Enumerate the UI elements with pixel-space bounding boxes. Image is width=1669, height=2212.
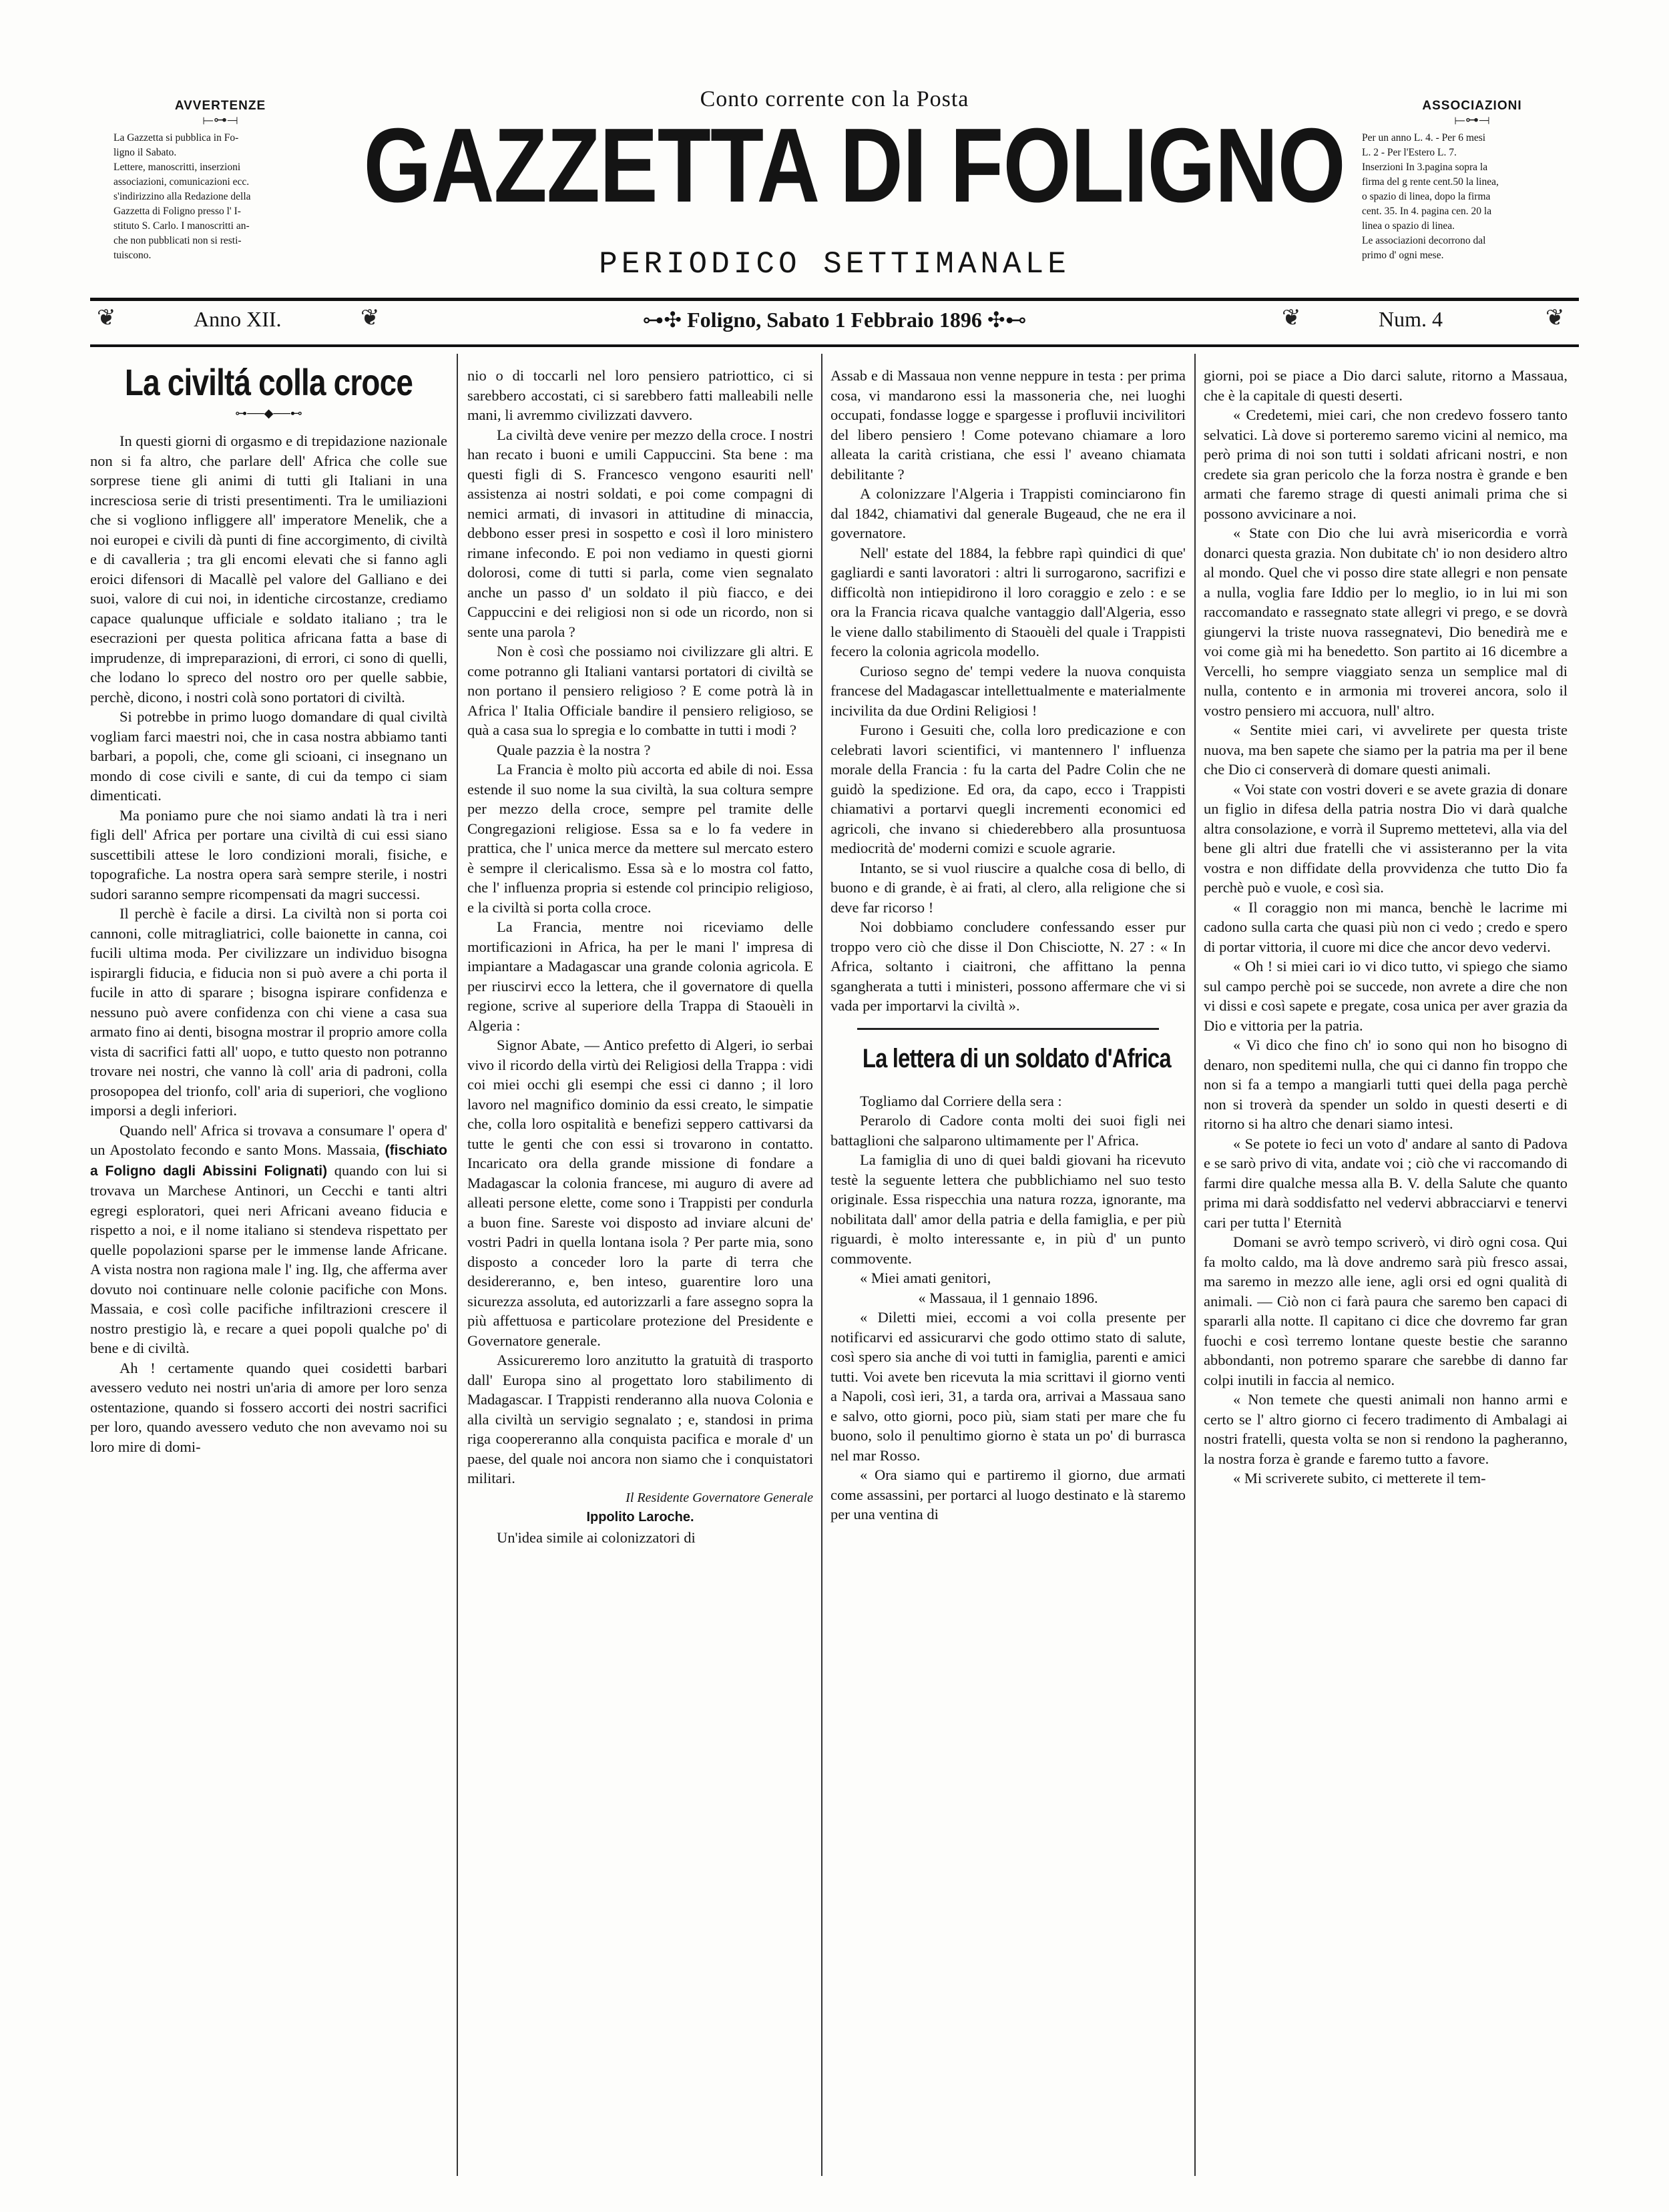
paragraph: « Diletti miei, eccomi a voi colla presente per notificarvi ed assicurarvi che godo ottimo stato di salute, così spero sia anche di voi tutti in famiglia, parenti e amici tutti. Voi avete ben ricevuta la mia scrittavi il giorno venti a Napoli, così ieri, 31, a tarda ora, arrivai a Massaua sano e salvo, otto giorni, poco più, siam stati per mare che fu buono, solo il penultimo giorno è stata un po' di burrasca nel mar Rosso. xyxy=(830,1309,1186,1464)
letter-paragraph: Signor Abate, — Antico prefetto di Algeri, io serbai vivo il ricordo della virtù dei Religiosi della Trappa : vidi coi miei occhi gli esempi che essi ci danno ; il loro lavoro nel magnifico dominio da essi creato, le simpatie che, colla loro ospitalità e benefizi seppero cattivarsi da tutte le genti che con essi si trovarono in contatto. Incaricato ora della grande missione di fondare a Madagascar la colonia francese, mi auguro di avere ad alleati persone elette, come sono i Trappisti per condurla a buon fine. Sareste voi disposto ad inviare alcuni de' vostri Padri in quella lontana isola ? Per parte mia, sono disposto a conceder loro la parte di terra che desidereranno, e, ben inteso, guarentire loro una sicurezza assoluta, ed autorizzarli a fare assegno sopra la più affettuosa e particolare protezione del Presidente e Governatore generale. xyxy=(467,1037,813,1349)
paragraph: nio o di toccarli nel loro pensiero patriottico, ci si sarebbero accostati, ci si sarebbero fatti malleabili nelle mani, li avremmo civilizzati davvero. xyxy=(467,367,813,423)
paragraph: Furono i Gesuiti che, colla loro predicazione e con celebrati lavori scientifici, vi mantennero l' influenza morale della Francia : fu la carta del Padre Colin che ne guidò la spedizione. Ed ora, da capo, ecco i Trappisti chiamativi a portarvi quegli incrementi economici ed agricoli, che invano si chiederebbero alla prosuntuosa mediocrità de' moderni comizi e scuole agrarie. xyxy=(830,722,1186,856)
paragraph: « Oh ! si miei cari io vi dico tutto, vi spiego che siamo sul campo perchè poi se succede, non avrete a dire che non vi dissi e così sapete e pregate, cosa unica per aver grazia da Dio e vittoria per la patria. xyxy=(1204,958,1568,1034)
newspaper-subtitle: PERIODICO SETTIMANALE xyxy=(599,247,1070,282)
associazioni-title: ASSOCIAZIONI xyxy=(1422,99,1522,113)
paragraph: Noi dobbiamo concludere confessando esser pur troppo vero ciò che disse il Don Chisciotte, N. 27 : « In Africa, soltanto i ciaitroni, che affittano la penna sgangherata a tutti i ministeri, possono affermare che vi si vada per importarvi la civiltà ». xyxy=(830,918,1186,1014)
paragraph: Togliamo dal Corriere della sera : xyxy=(860,1092,1062,1109)
paragraph: Perarolo di Cadore conta molti dei suoi figli nei battaglioni che salparono ultimamente per l' Africa. xyxy=(830,1112,1186,1149)
scroll-ornament-icon: ❦ xyxy=(361,306,380,330)
paragraph: Curioso segno de' tempi vedere la nuova conquista francese del Madagascar intellettualmente e materialmente incivilita da due Ordini Religiosi ! xyxy=(830,662,1186,719)
paragraph: Si potrebbe in primo luogo domandare di qual civiltà vogliam farci maestri noi, che in casa nostra abbiamo tanti barbari, a popoli, che, come gli scioani, ci insegnano un mondo di cose civili e sante, di cui da tempo ci siam dimenticati. xyxy=(90,708,447,804)
paragraph: « State con Dio che lui avrà misericordia e vorrà donarci questa grazia. Non dubitate ch' io non desidero altro al mondo. Quel che vi posso dire state allegri e non pensate a nulla, voglia fare Iddio per lo meglio, io in lui mi son raccomandato e rassegnato state allegri vi prego, e se dovrà giungervi la triste nuova rassegnatevi, Dio benedirà me e voi come già mi ha benedetto. Son partito ai 16 dicembre a Vercelli, ho sempre viaggiato senza un semplice mal di nulla, contento e in armonia mi troverei ancora, solo il vostro pensiero mi accuora, null' altro. xyxy=(1204,525,1568,719)
salutation: « Miei amati genitori, xyxy=(860,1270,991,1286)
paragraph: « Il coraggio non mi manca, benchè le lacrime mi cadono sulla carta che quasi più non ci vedo ; credo e spero di portar vittoria, il cuore mi dice che ancor devo vedervi. xyxy=(1204,898,1568,955)
paragraph: Nell' estate del 1884, la febbre rapì quindici di que' gagliardi e santi lavoratori : altri li surrogarono, sacrifizi e difficoltà non intiepidirono il loro coraggio e zelo : e se ora la Francia ricava qualche vantaggio dall'Algeria, esso le viene dallo stabilimento di Staouèli del quale i Trappisti fecero la colonia agricola modello. xyxy=(830,544,1186,659)
scroll-ornament-icon: ❦ xyxy=(97,306,116,330)
paragraph: Un'idea simile ai colonizzatori di xyxy=(497,1529,696,1546)
ornament-left-icon: ⊶✣ xyxy=(642,308,682,332)
paragraph: Assicureremo loro anzitutto la gratuità di trasporto dall' Europa sino al progettato loro stabilimento di Madagascar. I Trappisti renderanno alla nuova Colonia e alla civiltà un servigio segnalato ; e, standosi in prima riga coopereranno alla conquista pacifica e morale d' un paese, del quale noi ancora non siamo che i conquistatori militari. xyxy=(467,1352,813,1486)
masthead xyxy=(0,0,1669,347)
column-3 xyxy=(830,366,1186,1525)
paragraph: In questi giorni di orgasmo e di trepidazione nazionale non si fa altro, che parlare dell' Africa che colle sue sorprese tiene gli animi di tutti gli Italiani in una incresciosa serie di tristi presentimenti. Tra le umiliazioni che si vogliono infliggere all' imperatore Menelik, che a noi europei e civili dà punti di fine accorgimento, di civiltà e di cavalleria ; tra gli encomi elevati che si fanno agli eroici difensori di Macallè pel valore del Galliano e dei suoi, valore di cui noi, in identiche circostanze, crediamo capace qualunque ufficiale e soldato italiano ; tra le esecrazioni per questa politica africana fatta a base di imprudenze, di impreparazioni, di errori, ci sono di quelli, che lodano lo spreco del nostro oro per quelle sabbie, perchè, dicono, i nostri colà sono portatori di civiltà. xyxy=(90,433,447,706)
paragraph: Il perchè è facile a dirsi. La civiltà non si porta coi cannoni, colle mitragliatrici, colle baionette in canna, coi fucili ultima moda. Per civilizzare un individuo bisogna ispirargli fiducia, e fiducia non si può avere a chi porta il fucile in atto di sparare ; bisogna ispirare confidenza e nessuno può avere confidenza con chi viene a casa sua armato fino ai denti, bisogna mostrar il proprio amore colla vista di sacrifici fatti all' uopo, e tutto questo non potranno trovare nei nostri, che vanno là coll' aria di padroni, colla prosopopea del trionfo, coll' aria di superiori, che vogliono imporsi a degli inferiori. xyxy=(90,905,447,1119)
paragraph: « Se potete io feci un voto d' andare al santo di Padova e se sarò privo di vita, andate voi ; ciò che vi raccomando di farmi dire qualche messa alla B. V. della Salute che quanto prima mi darà soddisfatto nel vedervi abbracciarvi e tenervi cari per tutta l' Eternità xyxy=(1204,1135,1568,1231)
bold-insert: (fischiato a Foligno dagli Abissini Folignati) xyxy=(90,1143,447,1179)
paragraph: « Sentite miei cari, vi avvelirete per questa triste nuova, ma ben sapete che siamo per la patria ma per il bene che Dio ci conserverà di domare questi animali. xyxy=(1204,722,1568,778)
paragraph: « Ora siamo qui e partiremo il giorno, due armati come assassini, per portarci al luogo destinato e là staremo per una ventina di xyxy=(830,1466,1186,1523)
signature-title: Il Residente Governatore Generale xyxy=(626,1490,813,1505)
avvertenze-box xyxy=(113,99,327,263)
conto-corrente-line: Conto corrente con la Posta xyxy=(700,87,969,111)
scroll-ornament-icon: ❦ xyxy=(1545,306,1565,330)
paragraph: La famiglia di uno di quei baldi giovani ha ricevuto testè la seguente lettera che pubblichiamo nel suo testo originale. Essa rispecchia una natura rozza, ignorante, ma nobilitata dall' amor della patria e della famiglia, e per più riguardi, è molto interessante e, in più d' un punto commovente. xyxy=(830,1151,1186,1267)
avvertenze-text: La Gazzetta si pubblica in Fo- ligno il Sabato. Lettere, manoscritti, inserzioni associazioni, comunicazioni ecc. s'indirizzino alla Redazione della Gazzetta di Foligno presso l' I- stituto S. Carlo. I manoscritti an- che non pubblicati non si resti- tuiscono. xyxy=(113,132,251,261)
dateline-text: Foligno, Sabato 1 Febbraio 1896 xyxy=(687,308,982,332)
associazioni-box xyxy=(1362,99,1582,263)
top-rule xyxy=(90,298,1579,301)
scroll-ornament-icon: ❦ xyxy=(1282,306,1301,330)
avvertenze-title: AVVERTENZE xyxy=(174,99,266,113)
paragraph: La Francia, mentre noi riceviamo delle mortificazioni in Africa, ha per le mani l' impresa di impiantare a Madagascar una grande colonia agricola. E per riuscirvi ecco la lettera, che il governatore di quella regione, scrive al superiore della Trappa di Staouèli in Algeria : xyxy=(467,918,813,1034)
paragraph: La Francia è molto più accorta ed abile di noi. Essa estende il suo nome la sua civiltà, la sua coltura sempre per mezzo della croce, sempre pel tramite delle Congregazioni religiose. Essa sa e lo fa vedere in prattica, che l' unica merce da mettere sul mercato estero è sempre il clericalismo. Essa sà e lo mostra col fatto, che l' influenza propria si estende col principio religioso, e la civiltà si porta colla croce. xyxy=(467,761,813,916)
paragraph: « Credetemi, miei cari, che non credevo fossero tanto selvatici. Là dove si porteremo saremo vicini al nemico, ma però prima di noi son tutti i soldati africani nostri, e non credete sia gran pericolo che la forza nostra è grande e ben armati che faremo strage di questi animali prima che si possono avvicinare a noi. xyxy=(1204,406,1568,522)
article-title: La civiltá colla croce xyxy=(124,361,413,403)
paragraph: Intanto, se si vuol riuscire a qualche cosa di bello, di buono e di grande, è ai frati, al clero, alla religione che si deve far ricorso ! xyxy=(830,859,1186,916)
paragraph: Non è così che possiamo noi civilizzare gli altri. E come potranno gli Italiani vantarsi portatori di civiltà se non portano il pensiero religioso ? E come potrà là in Africa l' Italia Officiale bandire il pensiero religioso, se quà a casa sua lo spregia e lo combatte in tutti i modi ? xyxy=(467,643,813,738)
associazioni-text: Per un anno L. 4. - Per 6 mesi L. 2 - Per l'Estero L. 7. Inserzioni In 3.pagina sopra la firma del g rente cent.50 la linea, o spazio di linea, dopo la firma cent. 35. In 4. pagina cen. 20 la linea o spazio di linea. Le associazioni decorrono dal primo d' ogni mese. xyxy=(1362,132,1499,261)
paragraph: Ma poniamo pure che noi siamo andati là tra i neri figli dell' Africa per portare una civiltà di cui essi siano suscettibili attese le loro condizioni morali, fisiche, e topografiche. La nostra opera sarà sempre sterile, i nostri sudori saranno sempre ricompensati da magri successi. xyxy=(90,806,447,902)
paragraph: Quando nell' Africa si trovava a consumare l' opera d' un Apostolato fecondo e santo Mons. Massaia, (fischiato a Foligno dagli Abissini Folignati) quando con lui si trovava un Marchese Antinori, un Cecchi e tanti altri egregi esploratori, quei neri Africani aveano fiducia e rispetto a noi, e il nome italiano si stendeva rispettato per quelle popolazioni sparse per le immense lande Africane. A vista nostra non ragiona male l' ing. Ilg, che afferma aver dovuto noi continuare nelle colonie pacifiche con Mons. Massaia, e così colle pacifiche infiltrazioni crescere il nostro prestigio là, e recare a quei popoli qualche po' di bene e di civiltà. xyxy=(90,1121,448,1356)
paragraph: giorni, poi se piace a Dio darci salute, ritorno a Massaua, che è la capitale di questi deserti. xyxy=(1204,367,1568,404)
column-divider xyxy=(457,354,458,2176)
paragraph: « Voi state con vostri doveri e se avete grazia di donare un figlio in difesa della patria nostra Dio vi darà qualche altra consolazione, e vorrà il Supremo mettetevi, alla via del bene gli altri due fratelli che vi assisteranno per la vita vostra e non diffidate della provvidenza che tutto Dio fa perchè può e vuole, e così sia. xyxy=(1204,780,1568,896)
ornament-right-icon: ✣⊷ xyxy=(987,308,1027,332)
anno-label: Anno XII. xyxy=(194,307,282,331)
newspaper-title: GAZZETTA DI FOLIGNO xyxy=(363,107,1345,224)
paragraph: « Non temete che questi animali non hanno armi e certo se l' altro giorno ci fecero tradimento di Ambalagi ai nostri fratelli, questa volta se non si rendono la pagheranno, la nostra forza è grande e faremo tutto a favore. xyxy=(1204,1391,1568,1467)
flourish-ornament-icon: ⟝⊶⟞ xyxy=(1454,113,1490,127)
flourish-ornament-icon: ⟝⊶⟞ xyxy=(202,113,238,127)
column-4 xyxy=(1204,366,1568,1488)
article-separator xyxy=(857,1016,1159,1030)
paragraph: « Mi scriverete subito, ci metterete il tem- xyxy=(1233,1470,1486,1486)
paragraph: Ah ! certamente quando quei cosidetti barbari avessero veduto nei nostri un'aria di amore per loro senza ostentazione, quando si fossero accorti dei nostri sacrifici per loro, quando avessero veduto che non avevamo noi su loro mire di domi- xyxy=(90,1359,447,1455)
dateline-bar xyxy=(514,307,1155,332)
signature-name: Ippolito Laroche. xyxy=(586,1510,694,1525)
paragraph: Assab e di Massaua non venne neppure in testa : per prima cosa, vi mandarono essi la massoneria che, nei luoghi occupati, fondasse logge e spargesse i profluvii incivilitori del libero pensiero ! Come potevano chiamare a loro alleata la carità cristiana, che essi l' aveano chiamata debilitante ? xyxy=(830,367,1186,483)
paragraph: Quale pazzia è la nostra ? xyxy=(497,741,651,758)
column-2 xyxy=(467,366,813,1547)
title-separator-icon: ⊶──◆──⊷ xyxy=(235,406,302,420)
bottom-rule xyxy=(90,344,1579,347)
issue-number: Num. 4 xyxy=(1379,307,1443,331)
column-divider xyxy=(1194,354,1196,2176)
paragraph: Domani se avrò tempo scriverò, vi dirò ogni cosa. Qui fa molto caldo, ma là dove andremo sarà più fresco assai, ma saremo in mezzo alle iene, agli orsi ed ogni qualità di animali. — Ciò non ci farà paura che saremo ben capaci di spararli alla notte. Il capitano ci dice che dovremo far gran fuochi e così terremo lontane queste bestie che saranno abbondanti, non potremo sparare che sarebbe di danno far colpi inutili in faccia al nemico. xyxy=(1204,1233,1568,1388)
paragraph: La civiltà deve venire per mezzo della croce. I nostri han recato i buoni e umili Cappuccini. Sta bene : ma questi figli di S. Francesco vengono esauriti nell' assistenza ai nostri soldati, e poi come compagni di nemici armati, di invasori in attitudine di minaccia, debbono esser presi in sospetto e così il loro ministero rimane infecondo. E poi non vediamo in questi giorni dolorosi, come di tutti si parla, come vien segnalato anche un passo d' un soldato il più fiacco, e dei Cappuccini e dei religiosi non si ode un ricordo, non si sente una parola ? xyxy=(467,426,813,640)
article-title: La lettera di un soldato d'Africa xyxy=(862,1043,1171,1073)
column-1 xyxy=(90,360,447,1456)
column-divider xyxy=(821,354,822,2176)
paragraph: A colonizzare l'Algeria i Trappisti cominciarono fin dal 1842, chiamativi dal generale Bugeaud, che ne era il governatore. xyxy=(830,485,1186,541)
letter-dateline: « Massaua, il 1 gennaio 1896. xyxy=(918,1289,1098,1306)
paragraph: « Vi dico che fino ch' io sono qui non ho bisogno di denaro, non speditemi nulla, che qui ci danno fin troppo che non si fa a tempo a mangiarli tutti quei della paga perchè non si troverà da spender un soldo in questi deserti e di ritorno si ha altro che denari siamo intesi. xyxy=(1204,1037,1568,1132)
